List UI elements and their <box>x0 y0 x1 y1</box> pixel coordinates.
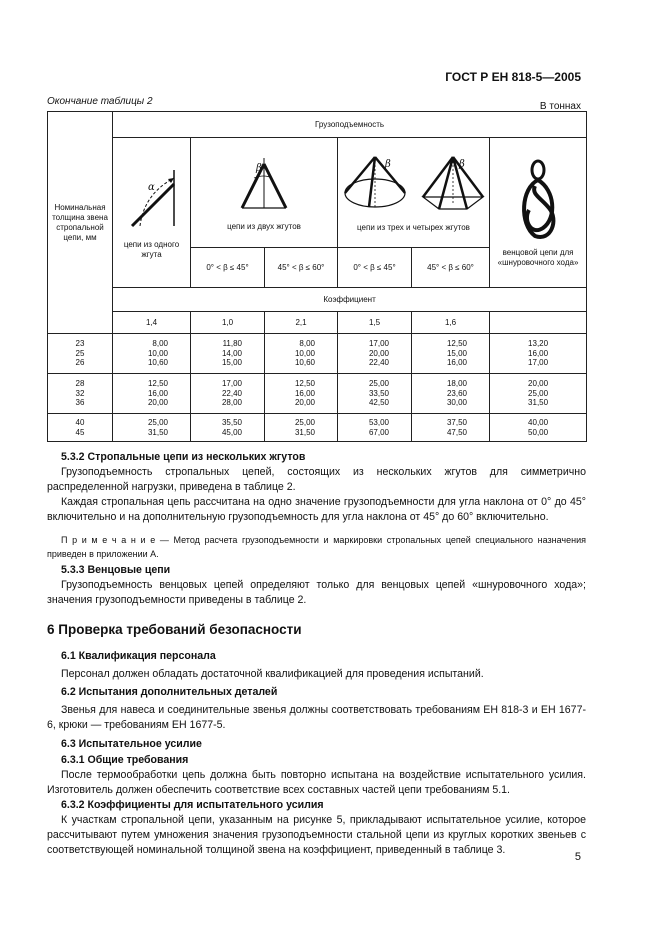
beta-symbol-4leg: β <box>458 158 465 170</box>
table-units: В тоннах <box>539 101 581 112</box>
alpha-symbol: α <box>147 181 155 193</box>
section-5-3-2 <box>47 450 586 525</box>
section-5-3-2-paragraph-1: Грузоподъемность стропальных цепей, состоящих из нескольких жгутов для симметрично распределенной нагрузки, приведена в таблице 2. <box>47 466 586 493</box>
section-6-1-title: 6.1 Квалификация персонала <box>61 650 216 662</box>
row-header-text: Номинальная толщина звена стропальной цепи, мм <box>52 202 108 242</box>
angle-range-1: 0° < β ≤ 45° <box>191 248 265 288</box>
diam-cell: 40 45 <box>48 414 113 442</box>
two-b-cell: 12,50 16,00 20,00 <box>265 374 338 414</box>
table-row <box>48 334 587 374</box>
angle-range-3: 0° < β ≤ 45° <box>338 248 412 288</box>
single-cell: 25,00 31,50 <box>113 414 191 442</box>
table-row <box>48 374 587 414</box>
diam-cell: 23 25 26 <box>48 334 113 374</box>
two-a-cell: 11,80 14,00 15,00 <box>191 334 265 374</box>
note-label: П р и м е ч а н и е <box>61 535 156 545</box>
row-header-cell <box>48 112 113 334</box>
three-four-leg-cell <box>338 138 490 248</box>
single-cell: 8,00 10,00 10,60 <box>113 334 191 374</box>
choker-cell-values: 40,00 50,00 <box>490 414 587 442</box>
section-6-3-2-title: 6.3.2 Коэффициенты для испытательного усилия <box>61 799 324 811</box>
three-b-cell: 18,00 23,60 30,00 <box>412 374 490 414</box>
choker-cell-values: 20,00 25,00 31,50 <box>490 374 587 414</box>
document-header: ГОСТ Р ЕН 818-5—2005 <box>445 70 581 84</box>
two-b-cell: 8,00 10,00 10,60 <box>265 334 338 374</box>
two-leg-label: цепи из двух жгутов <box>227 221 301 231</box>
section-6-3-1-title: 6.3.1 Общие требования <box>61 754 189 766</box>
two-leg-cell <box>191 138 338 248</box>
choker-label: венцовой цепи для «шнуровочного хода» <box>497 247 579 267</box>
three-four-leg-sling-diagram <box>339 153 489 215</box>
table-row <box>48 414 587 442</box>
two-b-cell: 25,00 31,50 <box>265 414 338 442</box>
section-5-3-2-paragraph-2: Каждая стропальная цепь рассчитана на одно значение грузоподъемности для угла наклона от 0° до 45° включительно и на дополнительную грузоподъемность для угла наклона от 45° до 60° включительно. <box>47 496 586 523</box>
three-a-cell: 53,00 67,00 <box>338 414 412 442</box>
section-5-3-3-paragraph-1: Грузоподъемность венцовых цепей определяют только для венцовых цепей «шнуровочного хода»; значения грузоподъемности приведены в таблице 2. <box>47 579 586 606</box>
section-6-2-title: 6.2 Испытания дополнительных деталей <box>61 686 278 698</box>
section-5-3-2-title: 5.3.2 Стропальные цепи из нескольких жгутов <box>61 451 306 463</box>
capacity-table <box>47 111 587 442</box>
single-leg-sling-diagram <box>120 166 184 230</box>
three-b-cell: 37,50 47,50 <box>412 414 490 442</box>
angle-range-2: 45° < β ≤ 60° <box>265 248 338 288</box>
three-a-cell: 25,00 33,50 42,50 <box>338 374 412 414</box>
note-text: — Метод расчета грузоподъемности и маркировки стропальных цепей специального назначения приведен в приложении А. <box>47 535 586 559</box>
section-6-1-paragraph: Персонал должен обладать достаточной квалификацией для проведения испытаний. <box>61 668 484 680</box>
single-cell: 12,50 16,00 20,00 <box>113 374 191 414</box>
section-5-3-3-title: 5.3.3 Венцовые цепи <box>61 564 171 576</box>
choker-cell-values: 13,20 16,00 17,00 <box>490 334 587 374</box>
choker-cell <box>490 138 587 288</box>
section-6-body <box>47 649 586 858</box>
coef-two-b: 2,1 <box>265 312 338 334</box>
three-four-leg-label: цепи из трех и четырех жгутов <box>357 222 470 232</box>
three-a-cell: 17,00 20,00 22,40 <box>338 334 412 374</box>
beta-symbol-3leg: β <box>384 158 391 170</box>
section-6-2-paragraph: Звенья для навеса и соединительные звенья должны соответствовать требованиям ЕН 818-3 и ЕН 1677-6, крюки — требованиям ЕН 1677-5. <box>47 704 586 731</box>
single-leg-label: цепи из одного жгута <box>123 239 180 259</box>
diam-cell: 28 32 36 <box>48 374 113 414</box>
section-6-3-title: 6.3 Испытательное усилие <box>61 738 202 750</box>
coef-single: 1,4 <box>113 312 191 334</box>
choker-chain-diagram <box>513 158 563 242</box>
coef-three-b: 1,6 <box>412 312 490 334</box>
section-6-title: 6 Проверка требований безопасности <box>47 622 302 637</box>
section-6-3-2-paragraph: К участкам стропальной цепи, указанным на рисунке 5, прикладывают испытательное усилие, которое рассчитывают путем умножения значения грузоподъемности стальной цепи из круглых коротких звеньев с соответствующей номинальной толщиной звена на коэффициент, приведенный в таблице 3. <box>47 814 586 856</box>
beta-symbol: β <box>256 162 262 174</box>
single-leg-cell <box>113 138 191 288</box>
two-leg-sling-diagram <box>232 154 296 214</box>
section-5-3-3 <box>47 563 586 608</box>
note <box>47 534 586 561</box>
coef-choker <box>490 312 587 334</box>
table-continuation-caption: Окончание таблицы 2 <box>47 96 153 107</box>
angle-range-4: 45° < β ≤ 60° <box>412 248 490 288</box>
section-6-3-1-paragraph: После термообработки цепь должна быть повторно испытана на воздействие испытательного усилия. Изготовитель должен обеспечить соответствие всех составных частей цепи требованиям 5.1. <box>47 769 586 796</box>
three-b-cell: 12,50 15,00 16,00 <box>412 334 490 374</box>
two-a-cell: 35,50 45,00 <box>191 414 265 442</box>
page-number: 5 <box>574 851 581 863</box>
coef-two-a: 1,0 <box>191 312 265 334</box>
capacity-header: Грузоподъемность <box>113 112 587 138</box>
two-a-cell: 17,00 22,40 28,00 <box>191 374 265 414</box>
coef-three-a: 1,5 <box>338 312 412 334</box>
coefficient-header: Коэффициент <box>113 288 587 312</box>
